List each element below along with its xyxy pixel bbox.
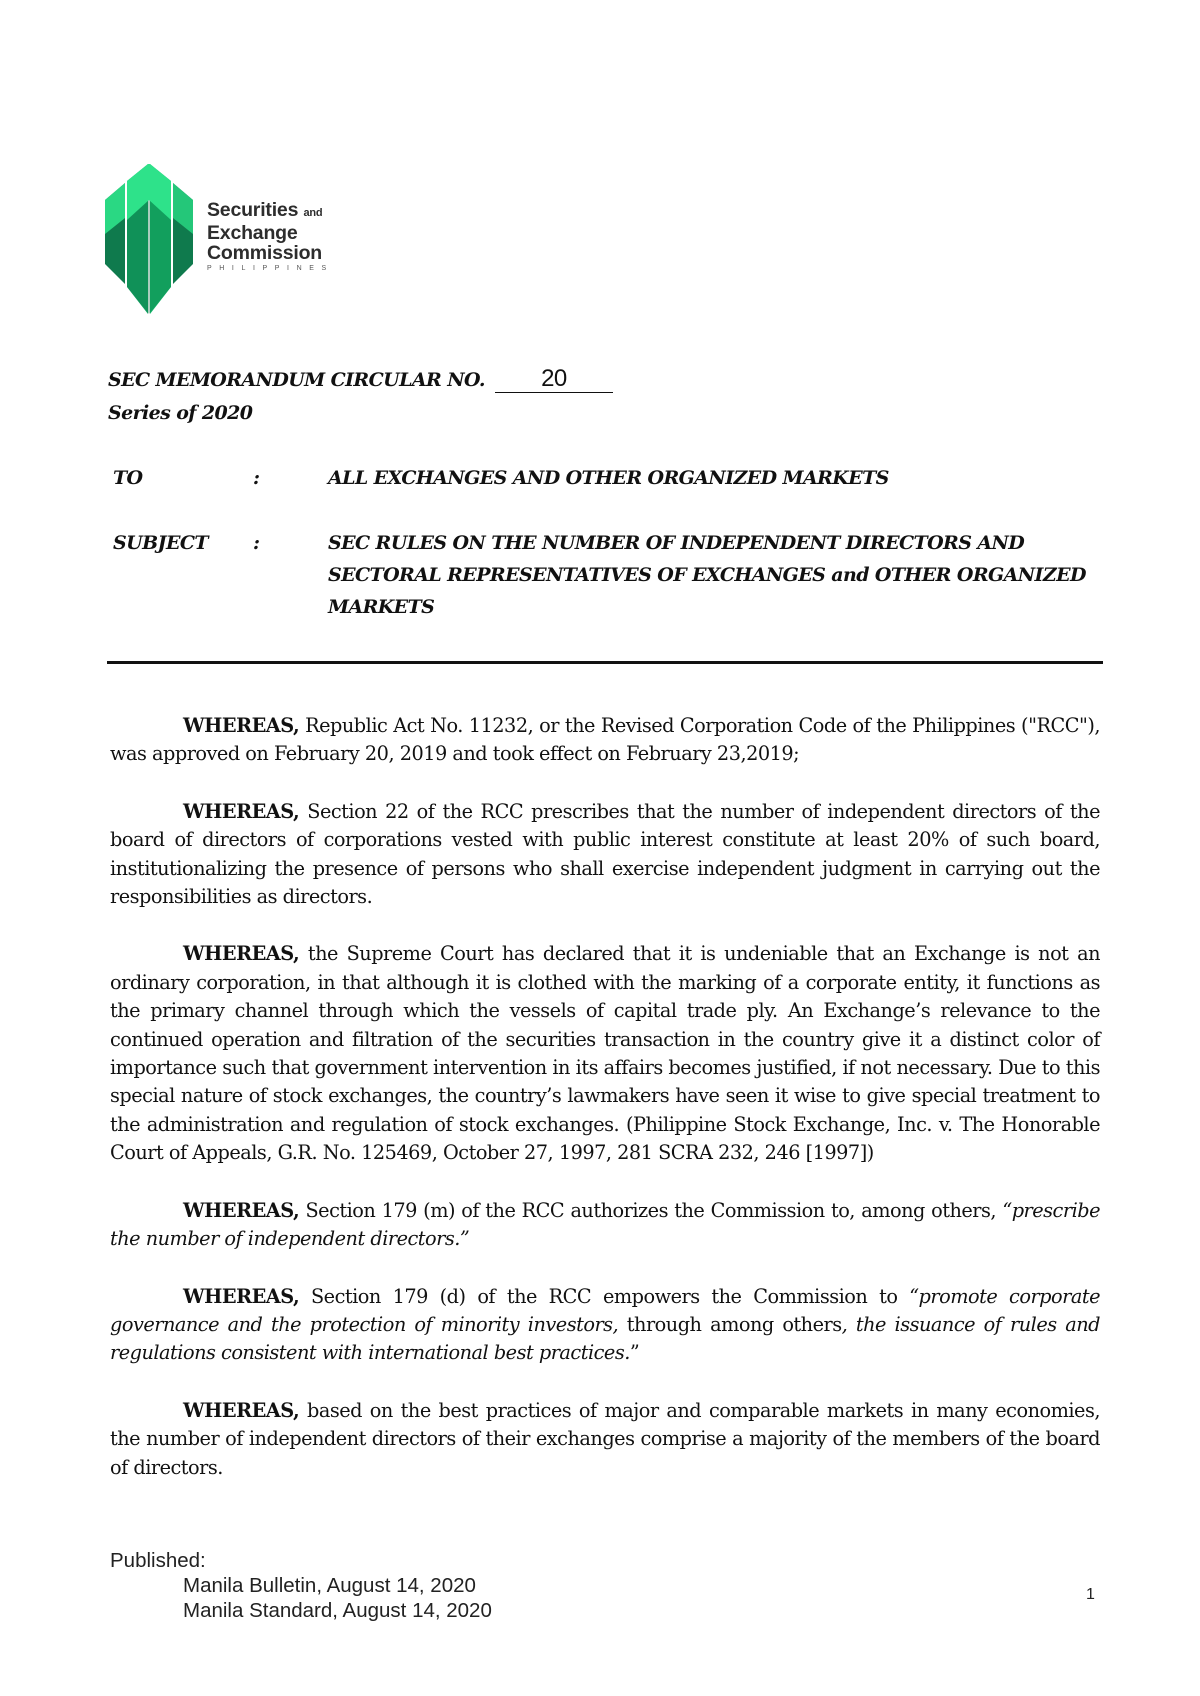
publication-manila-standard: Manila Standard, August 14, 2020 — [183, 1599, 492, 1622]
paragraph-text: ” — [629, 1341, 640, 1365]
series-label: Series of 2020 — [108, 402, 253, 424]
paragraph-text: Republic Act No. 11232, or the Revised Corporation Code of the Philippines ("RCC"), was approved on February 20, 2019 and took effect on February 23,2019; — [110, 714, 1100, 766]
paragraph-text: the Supreme Court has declared that it is undeniable that an Exchange is not an ordinary corporation, in that although it is clothed with the marking of a corporate entity, it functions as the primary channel through which the vessels of capital trade ply. An Exchange’s relevance to the continued operation and filtration of the securities transaction in the country give it a distinct color of importance such that government intervention in its affairs becomes justified, if not necessary. Due to this special nature of stock exchanges, the country’s lawmakers have seen it wise to give special treatment to the administration and regulation of stock exchanges. (Philippine Stock Exchange, Inc. v. The Honorable Court of Appeals, G.R. No. 125469, October 27, 1997, 281 SCRA 232, 246 [1997]) — [110, 942, 1100, 1165]
paragraph-quote: “promote corporate governance and the protection of minority investors, — [110, 1284, 1100, 1336]
header-divider — [107, 661, 1103, 664]
paragraph-text: Section 22 of the RCC prescribes that the number of independent directors of the board of directors of corporations vested with public interest constitute at least 20% of such board, institutionalizing the presence of persons who shall exercise independent judgment in carrying out the responsibilities as directors. — [110, 799, 1100, 909]
paragraph-quote: “prescribe the number of independent directors.” — [110, 1198, 1100, 1251]
paragraph-text: Section 179 (m) of the RCC authorizes the Commission to, among others, — [299, 1198, 997, 1222]
logo-line-and: and — [303, 207, 323, 219]
published-label: Published: — [110, 1549, 206, 1572]
sec-logo-wordmark — [207, 200, 334, 274]
publication-footer — [110, 1548, 492, 1623]
to-value: ALL EXCHANGES AND OTHER ORGANIZED MARKETS — [328, 467, 889, 489]
circular-label: SEC MEMORANDUM CIRCULAR NO. — [108, 369, 485, 391]
subject-text-1: SEC RULES ON THE NUMBER OF INDEPENDENT DIRECTORS AND SECTORAL REPRESENTATIVES OF EXCHANGES — [328, 532, 1025, 586]
subject-colon: : — [253, 532, 260, 554]
memo-header — [108, 364, 613, 430]
logo-line-commission: Commission — [207, 242, 323, 264]
logo-line-securities: Securities — [207, 199, 299, 221]
whereas-lead: WHEREAS, — [183, 1198, 300, 1222]
whereas-paragraph-3 — [110, 940, 1100, 1167]
sec-logo-emblem-icon — [103, 160, 203, 315]
subject-text-and: and — [831, 564, 869, 586]
whereas-paragraph-1 — [110, 712, 1100, 769]
whereas-lead: WHEREAS, — [183, 942, 300, 966]
whereas-paragraph-2 — [110, 798, 1100, 912]
page-number: 1 — [1086, 1586, 1095, 1603]
subject-value — [328, 527, 1108, 623]
whereas-paragraph-5 — [110, 1283, 1100, 1368]
to-label: TO — [113, 467, 143, 489]
whereas-paragraph-6 — [110, 1397, 1100, 1482]
circular-number: 20 — [495, 366, 613, 393]
to-colon: : — [253, 467, 260, 489]
whereas-lead: WHEREAS, — [183, 714, 300, 737]
sec-logo — [103, 160, 343, 315]
paragraph-text: based on the best practices of major and comparable markets in many economies, the number of independent directors of their exchanges comprise a majority of the members of the board of directors. — [110, 1398, 1100, 1479]
paragraph-quote: , the issuance of rules and regulations consistent with international best practices. — [110, 1312, 1100, 1365]
whereas-lead: WHEREAS, — [183, 1284, 300, 1308]
logo-line-country: PHILIPPINES — [207, 265, 334, 272]
subject-text-2: OTHER ORGANIZED MARKETS — [328, 564, 1086, 618]
publication-manila-bulletin: Manila Bulletin, August 14, 2020 — [183, 1574, 476, 1597]
paragraph-text: Section 179 (d) of the RCC empowers the Commission to — [299, 1284, 910, 1308]
document-body — [110, 712, 1100, 1511]
paragraph-text: through among others — [618, 1312, 842, 1336]
subject-label: SUBJECT — [113, 532, 208, 554]
whereas-lead: WHEREAS, — [183, 1398, 300, 1422]
whereas-lead: WHEREAS, — [183, 799, 300, 823]
logo-line-exchange: Exchange — [207, 222, 298, 244]
whereas-paragraph-4 — [110, 1197, 1100, 1254]
